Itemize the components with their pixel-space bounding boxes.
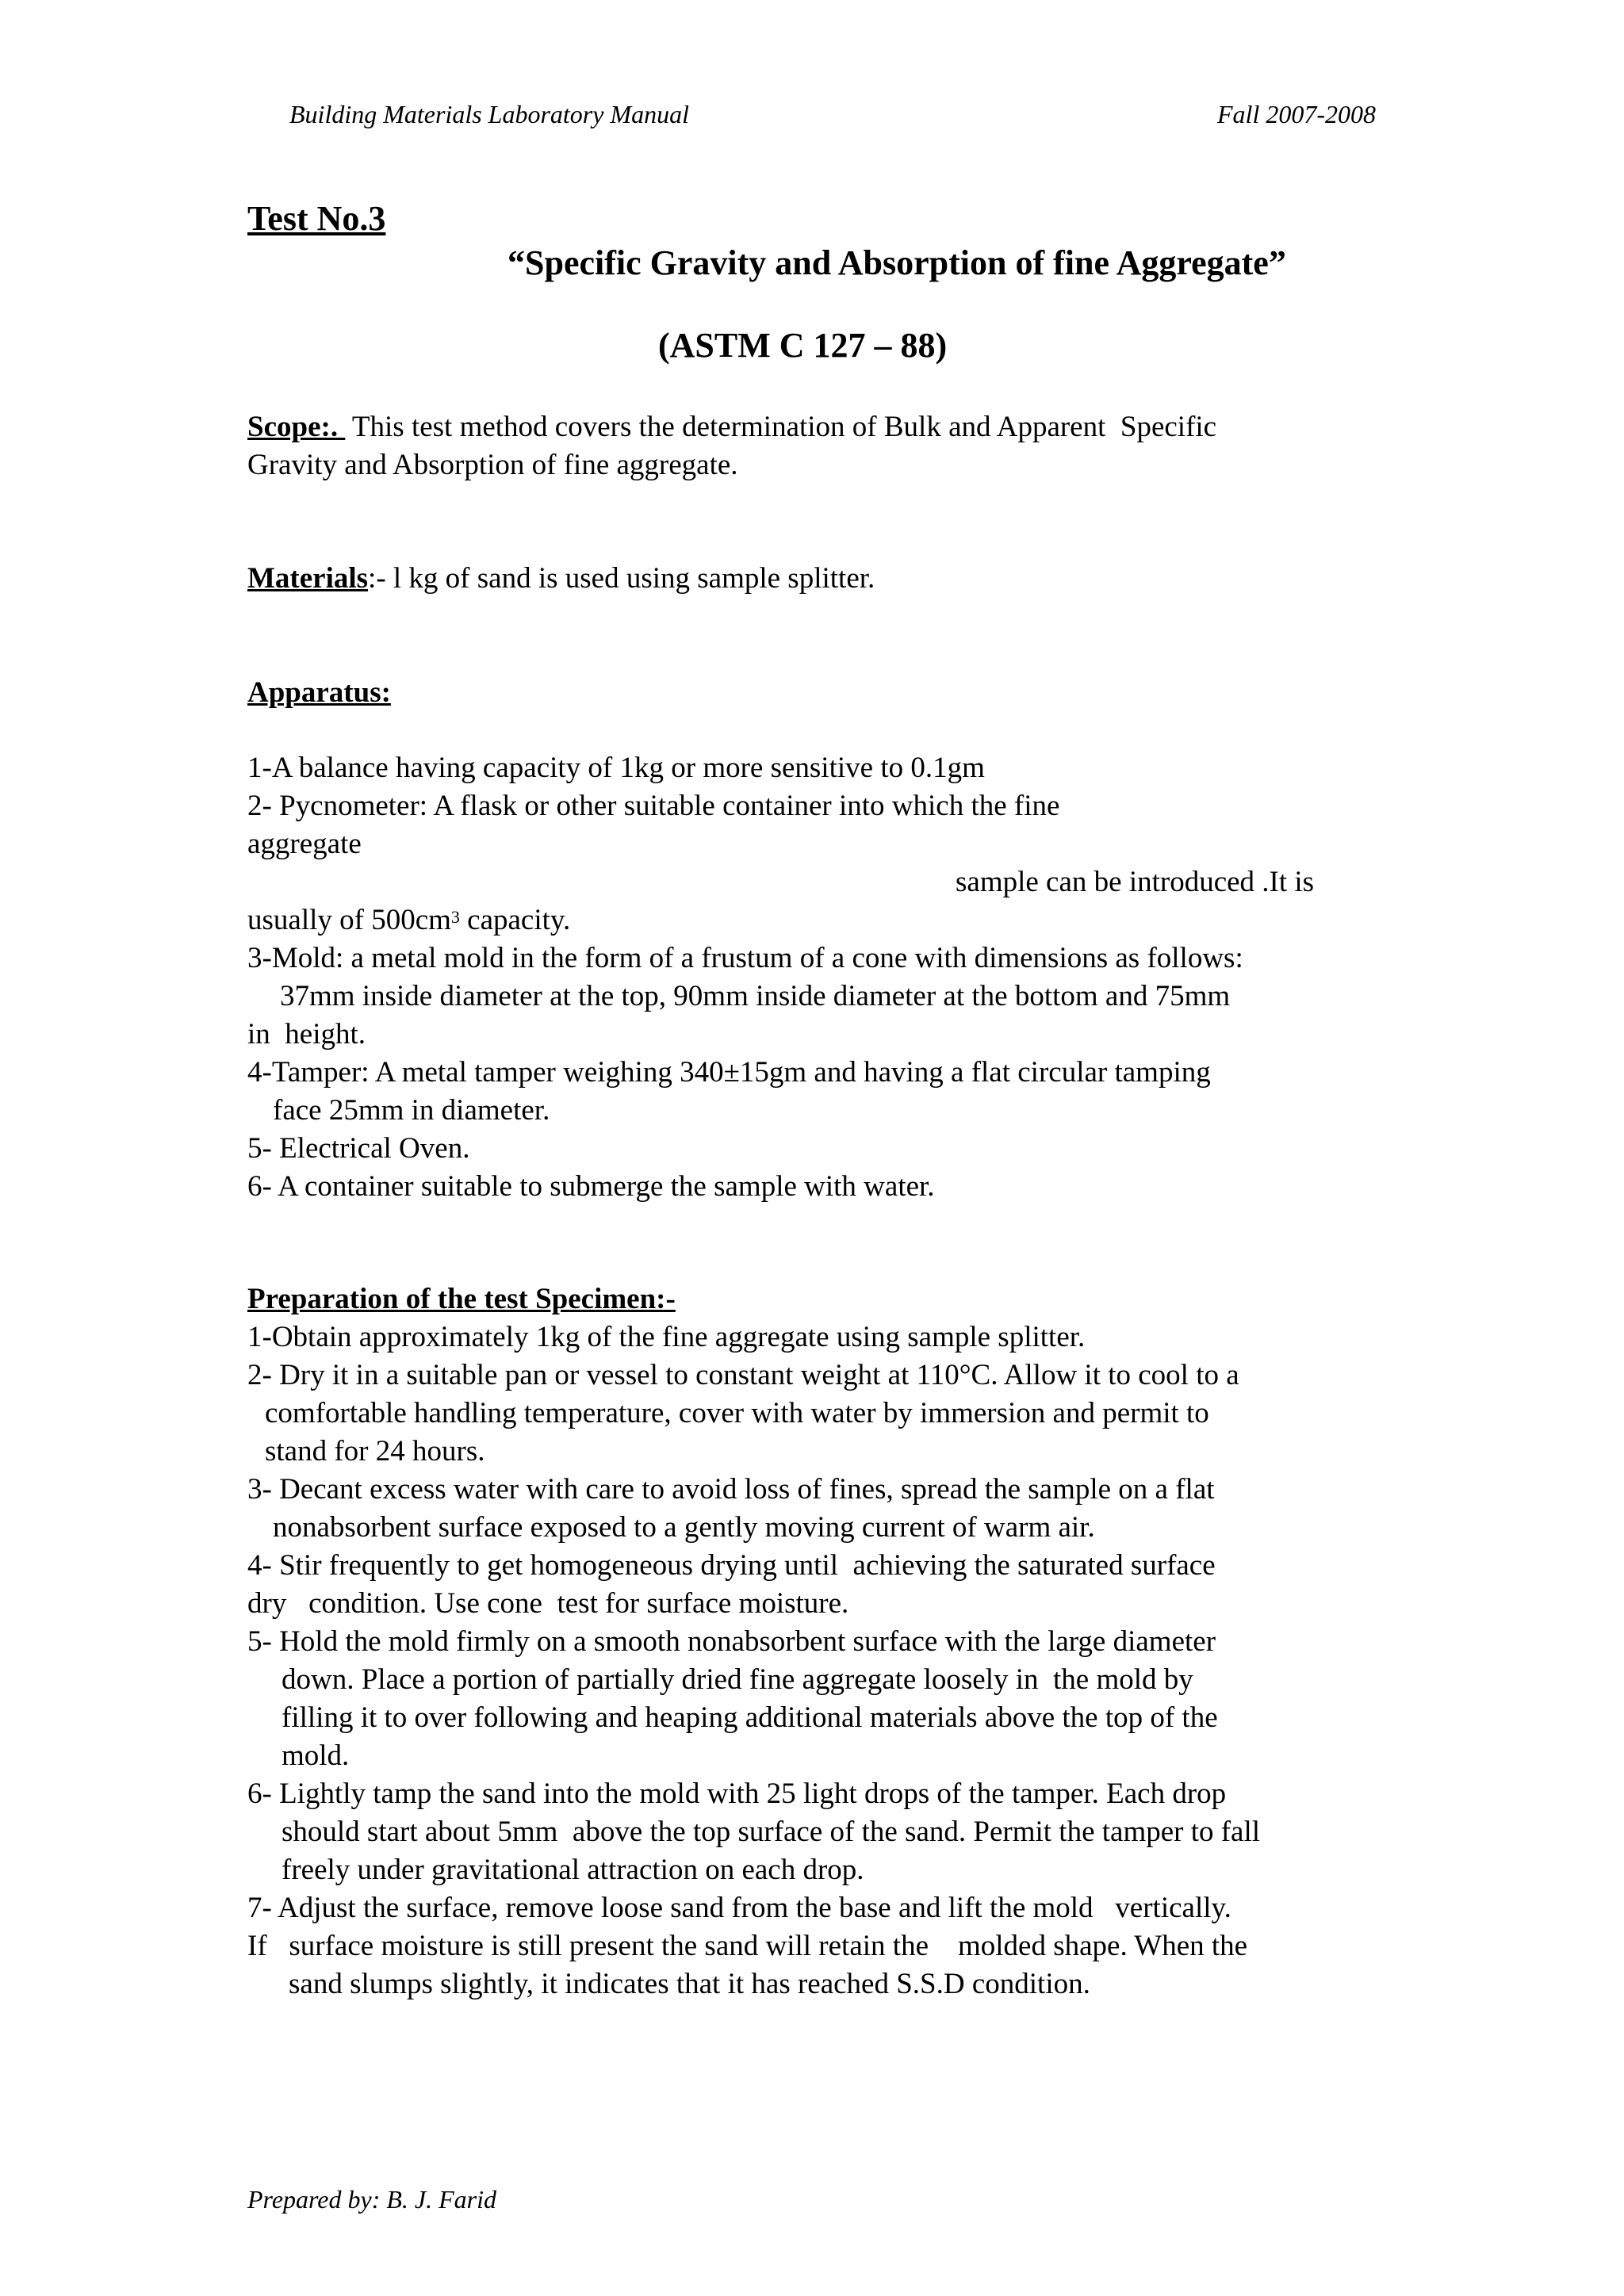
apparatus-line: 3-Mold: a metal mold in the form of a frustum of a cone with dimensions as follows:: [247, 942, 1243, 974]
apparatus-line: in height.: [247, 1018, 366, 1050]
preparation-line: 5- Hold the mold firmly on a smooth nonabsorbent surface with the large diameter: [247, 1625, 1216, 1658]
preparation-heading: Preparation of the test Specimen:-: [247, 1283, 676, 1315]
preparation-line: filling it to over following and heaping additional materials above the top of the: [282, 1701, 1218, 1734]
preparation-line: stand for 24 hours.: [265, 1435, 485, 1468]
apparatus-heading: Apparatus:: [247, 676, 391, 709]
apparatus-line: face 25mm in diameter.: [273, 1094, 550, 1127]
preparation-line: 4- Stir frequently to get homogeneous drying until achieving the saturated surface: [247, 1549, 1216, 1582]
preparation-line: should start about 5mm above the top surface of the sand. Permit the tamper to fall: [282, 1816, 1261, 1848]
preparation-line: comfortable handling temperature, cover with water by immersion and permit to: [265, 1397, 1209, 1429]
volume-text: usually of 500cm: [247, 904, 451, 936]
materials-line: [247, 560, 875, 598]
scope-label: Scope:.: [247, 411, 346, 443]
preparation-line: down. Place a portion of partially dried fine aggregate loosely in the mold by: [282, 1663, 1193, 1696]
apparatus-line: 1-A balance having capacity of 1kg or more sensitive to 0.1gm: [247, 752, 985, 784]
scope-text-1: This test method covers the determination of Bulk and Apparent Specific: [345, 411, 1217, 443]
preparation-line: freely under gravitational attraction on each drop.: [282, 1854, 864, 1886]
preparation-line: 6- Lightly tamp the sand into the mold with 25 light drops of the tamper. Each drop: [247, 1777, 1227, 1810]
preparation-line: mold.: [282, 1739, 350, 1772]
cubic-superscript: 3: [450, 907, 460, 927]
preparation-line: 3- Decant excess water with care to avoid loss of fines, spread the sample on a flat: [247, 1473, 1215, 1506]
preparation-line: 7- Adjust the surface, remove loose sand from the base and lift the mold vertically.: [247, 1892, 1231, 1924]
apparatus-line: sample can be introduced .It is: [956, 866, 1315, 898]
apparatus-line: 6- A container suitable to submerge the sample with water.: [247, 1170, 935, 1203]
page-title: “Specific Gravity and Absorption of fine Aggregate”: [508, 243, 1286, 282]
header-term: Fall 2007-2008: [1217, 100, 1376, 128]
preparation-line: If surface moisture is still present the sand will retain the molded shape. When the: [247, 1930, 1248, 1962]
scope-line-1: [247, 408, 1216, 446]
standard-designation: (ASTM C 127 – 88): [658, 326, 948, 365]
preparation-line: nonabsorbent surface exposed to a gently moving current of warm air.: [273, 1511, 1095, 1544]
materials-label: Materials: [247, 562, 369, 595]
preparation-line: dry condition. Use cone test for surface moisture.: [247, 1587, 849, 1620]
apparatus-line: aggregate: [247, 828, 362, 860]
preparation-line: 1-Obtain approximately 1kg of the fine aggregate using sample splitter.: [247, 1321, 1086, 1353]
scope-line-2: Gravity and Absorption of fine aggregate.: [247, 449, 738, 481]
test-number: Test No.3: [247, 199, 386, 238]
apparatus-line: 37mm inside diameter at the top, 90mm inside diameter at the bottom and 75mm: [280, 980, 1231, 1012]
preparation-line: sand slumps slightly, it indicates that it has reached S.S.D condition.: [289, 1968, 1090, 2000]
apparatus-line: [247, 901, 570, 939]
apparatus-line: 5- Electrical Oven.: [247, 1132, 470, 1165]
apparatus-line: 2- Pycnometer: A flask or other suitable container into which the fine: [247, 790, 1060, 822]
capacity-text: capacity.: [459, 904, 571, 936]
materials-text: :- l kg of sand is used using sample splitter.: [368, 562, 875, 595]
preparation-line: 2- Dry it in a suitable pan or vessel to constant weight at 110°C. Allow it to cool to a: [247, 1359, 1239, 1391]
apparatus-line: 4-Tamper: A metal tamper weighing 340±15gm and having a flat circular tamping: [247, 1056, 1211, 1089]
footer-prepared-by: Prepared by: B. J. Farid: [247, 2185, 496, 2214]
header-manual-title: Building Materials Laboratory Manual: [289, 100, 689, 128]
